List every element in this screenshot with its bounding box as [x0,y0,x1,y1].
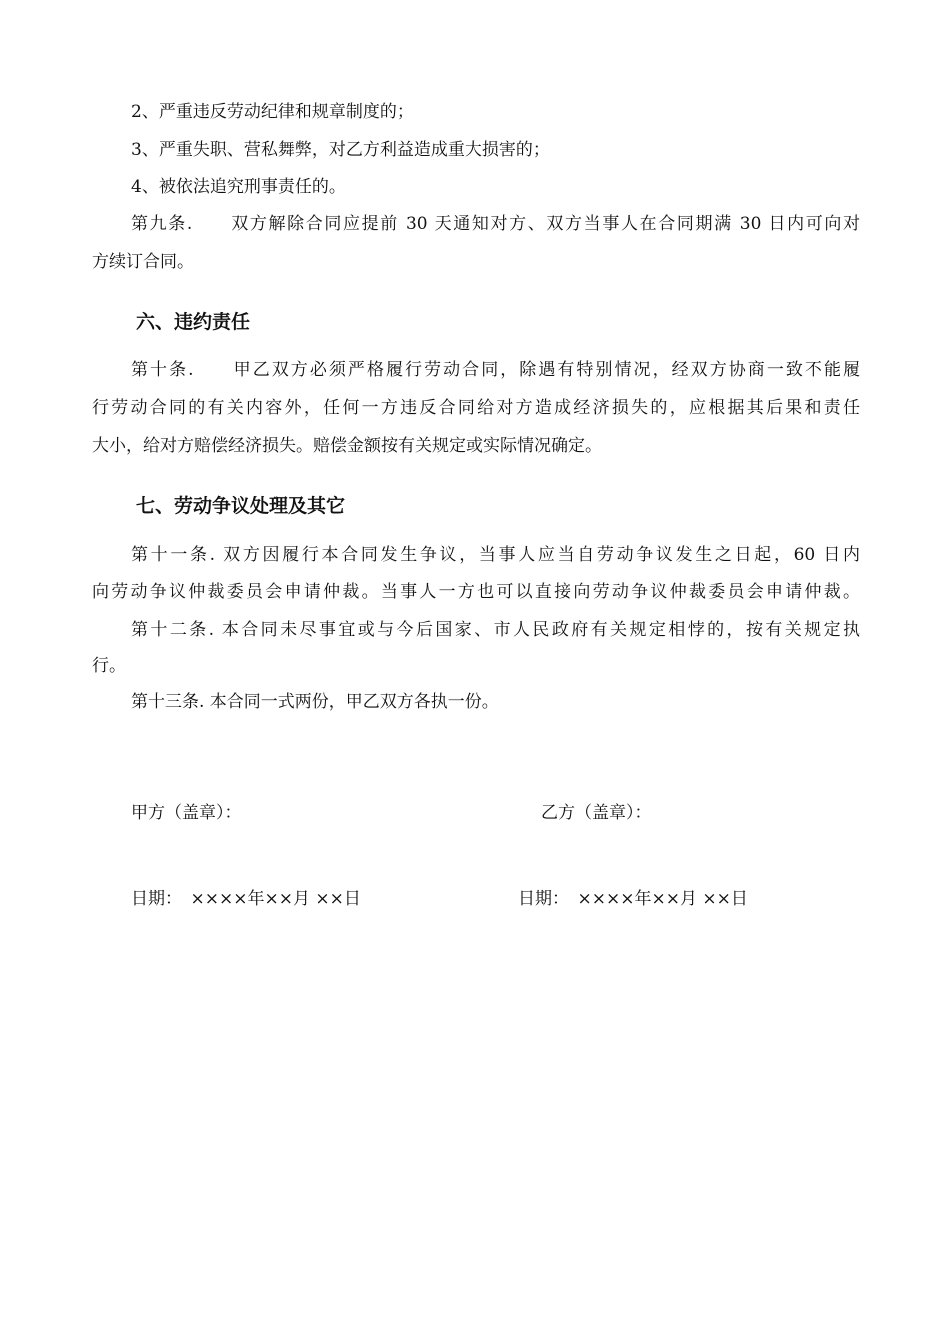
article-9-line-2: 方续订合同。 [92,252,194,272]
article-11-line-1: 第十一条. 双方因履行本合同发生争议，当事人应当自劳动争议发生之日起，60 日内 [131,545,860,565]
article-11-line-2: 向劳动争议仲裁委员会申请仲裁。当事人一方也可以直接向劳动争议仲裁委员会申请仲裁。 [92,582,860,602]
list-item-4: 4、被依法追究刑事责任的。 [131,177,346,197]
article-13: 第十三条. 本合同一式两份，甲乙双方各执一份。 [131,692,499,712]
section-6-heading: 六、违约责任 [136,311,251,333]
section-7-heading: 七、劳动争议处理及其它 [136,495,346,517]
article-10-line-1: 第十条. 甲乙双方必须严格履行劳动合同，除遇有特别情况，经双方协商一致不能履 [131,360,860,380]
article-10-line-2: 行劳动合同的有关内容外，任何一方违反合同给对方造成经济损失的，应根据其后果和责任 [92,398,860,418]
article-9-line-1: 第九条. 双方解除合同应提前 30 天通知对方、双方当事人在合同期满 30 日内可向对 [131,214,860,234]
party-a-date: 日期： ××××年××月 ××日 [131,889,361,909]
article-10-line-3: 大小，给对方赔偿经济损失。赔偿金额按有关规定或实际情况确定。 [92,436,602,456]
list-item-2: 2、严重违反劳动纪律和规章制度的； [131,102,414,122]
party-a-seal-label: 甲方（盖章）： [131,803,242,823]
article-12-line-1: 第十二条. 本合同未尽事宜或与今后国家、市人民政府有关规定相悖的，按有关规定执 [131,620,860,640]
party-b-seal-label: 乙方（盖章）： [541,803,652,823]
article-12-line-2: 行。 [92,656,126,676]
list-item-3: 3、严重失职、营私舞弊，对乙方利益造成重大损害的； [131,140,550,160]
party-b-date: 日期： ××××年××月 ××日 [518,889,748,909]
